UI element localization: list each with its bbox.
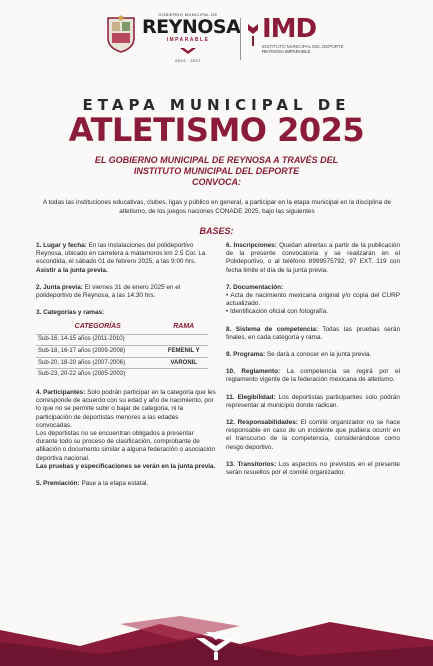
rama-cell: VARONIL <box>170 359 197 366</box>
item-transitorios <box>226 461 400 477</box>
reynosa-wordmark: REYNOSA <box>142 16 241 38</box>
table-header-categorias: CATEGORÍAS <box>74 323 121 331</box>
item-heading: 13. Transitorios: <box>226 460 277 468</box>
item-heading: 8. Sistema de competencia: <box>226 325 318 333</box>
right-column <box>226 242 400 486</box>
item-heading: 2. Junta previa: <box>36 283 83 291</box>
item-body: En las instalaciones del polideportivo Reynosa, ubicado en carretera a matamoros km 2.5 Col. La escondida, el sábado 01 de febrero 2025, a las 9:00 hrs. <box>36 242 206 266</box>
header-logos <box>0 8 433 74</box>
item-heading: 10. Reglamento: <box>226 368 281 376</box>
table-cell: Sub-16, 14-15 años (2011-2010) <box>38 336 125 343</box>
imd-description: INSTITUTO MUNICIPAL DEL DEPORTE <box>262 44 344 49</box>
table-cell: Sub-18, 16-17 años (2009-2008) <box>38 348 126 355</box>
item-participantes <box>36 389 216 471</box>
item-sistema-competencia <box>226 326 400 342</box>
subtitle-line-3: CONVOCA: <box>192 177 241 187</box>
reynosa-years: 2024 · 2027 <box>175 58 201 63</box>
coat-of-arms-icon <box>104 14 138 54</box>
item-junta-previa <box>36 284 216 300</box>
item-programa <box>226 351 400 359</box>
imd-wordmark: IMD <box>262 14 317 44</box>
item-bullet: • Identificación oficial con fotografía. <box>226 308 329 316</box>
item-premiacion <box>36 480 216 488</box>
item-heading: 5. Premiación: <box>36 480 80 488</box>
left-column <box>36 242 216 497</box>
table-cell: Sub-20, 18-20 años (2007-2006) <box>38 359 126 366</box>
item-body: Los deportistas participantes solo podrán representar al municipio donde radican. <box>226 393 400 409</box>
rama-cell: FEMENIL Y <box>167 348 200 355</box>
categories-table <box>36 321 208 380</box>
table-row <box>36 334 208 346</box>
item-heading: 1. Lugar y fecha: <box>36 242 87 249</box>
convocation-header <box>40 155 393 188</box>
item-body: Todas las pruebas serán finales, en cada categoría y rama. <box>226 325 400 341</box>
item-body: Se dará a conocer en la junta previa. <box>265 351 372 359</box>
item-heading: 9. Programa: <box>226 351 266 359</box>
page-title: ATLETISMO 2025 <box>68 111 365 149</box>
item-heading: 4. Participantes: <box>36 389 86 396</box>
item-reglamento <box>226 368 400 384</box>
eagle-emblem-icon <box>178 45 198 57</box>
table-row <box>36 357 208 369</box>
bases-heading: BASES: <box>199 226 234 236</box>
item-bullet: • Acta de nacimiento mexicana original y/o copia del CURP actualizado. <box>226 292 400 308</box>
item-body: Solo podrán participar en la categoria que les corresponde de acuerdo con su edad y año de nacimiento, por lo que no se permite subir o bajar de categoria, ni la participación de deportistas menores a las edades convocadas. <box>36 389 216 429</box>
table-cell-empty <box>159 369 208 380</box>
item-heading: 3. Categorías y ramas: <box>36 309 105 317</box>
item-note: Las pruebas y especificaciones se verán en la junta previa. <box>36 462 216 470</box>
item-heading: 11. Elegibilidad: <box>226 393 276 401</box>
footer-band <box>0 610 433 666</box>
item-inscripciones <box>226 242 400 275</box>
table-row <box>36 346 208 358</box>
table-cell: Sub-23, 20-22 años (2005-2003) <box>38 371 126 378</box>
intro-paragraph: A todas las instituciones educativas, clubes, ligas y público en general, a participar en la etapa municipal en la disciplina de atletismo, de los juegos naciones CONADE 2025, bajo las siguientes <box>42 199 392 215</box>
item-body: El comité organizador no se hace responsable en caso de un incidente que pudiera ocurrir en el transcurso de la competencia, considerándose como riesgo deportivo. <box>226 419 400 451</box>
reynosa-logo <box>142 12 241 66</box>
item-heading: 12. Responsabilidades: <box>226 419 298 427</box>
subtitle-line-1: EL GOBIERNO MUNICIPAL DE REYNOSA A TRAVÉS DEL <box>94 155 339 165</box>
item-body: Pase a la etapa estatal. <box>79 480 149 488</box>
imd-tagline: REYNOSA IMPARABLE <box>262 49 311 54</box>
item-body-2: Los deportistas no se encuentran obligados a presentar durante todo su proceso de clasificación, comprobante de afiliación o documento similar a alguna federación o asociación deportiva nacional. <box>36 430 216 462</box>
subtitle-line-2: INSTITUTO MUNICIPAL DEL DEPORTE <box>133 166 300 176</box>
item-documentacion <box>226 284 400 317</box>
table-row <box>36 369 208 380</box>
item-note: Asistir a la junta previa. <box>36 266 108 274</box>
imd-logo <box>262 16 362 54</box>
imd-emblem-icon <box>246 22 260 48</box>
item-heading: 6. Inscripciones: <box>226 242 277 249</box>
item-lugar-fecha <box>36 242 216 275</box>
item-responsabilidades <box>226 419 400 452</box>
item-elegibilidad <box>226 394 400 410</box>
item-categorias <box>36 309 216 317</box>
reynosa-top-text: GOBIERNO MUNICIPAL DE <box>158 12 218 17</box>
item-body: Los aspectos no previstos en el presente serán resueltos por el comité organizador. <box>226 460 400 477</box>
reynosa-tagline: IMPARABLE <box>166 37 210 43</box>
title-top: ETAPA MUNICIPAL DE <box>82 96 351 114</box>
item-body: La competencia se regirá por el reglamento vigente de la federación mexicana de atletismo. <box>226 368 400 384</box>
logo-divider <box>240 18 241 60</box>
item-body: Quedan abiertas a partir de la publicación de la presente convocatoria y se realizarán en el Polideportivo, o al teléfono 8999575792, 97 EXT. 119 con fecha limite el día de la junta previa. <box>226 242 401 274</box>
item-heading: 7. Documentación: <box>226 283 284 291</box>
table-header-rama: RAMA <box>173 323 195 331</box>
table-cell-empty <box>159 334 208 346</box>
item-body: El viernes 31 de enero 2025 en el polideportivo de Reynosa, a las 14:30 hrs. <box>36 283 181 300</box>
